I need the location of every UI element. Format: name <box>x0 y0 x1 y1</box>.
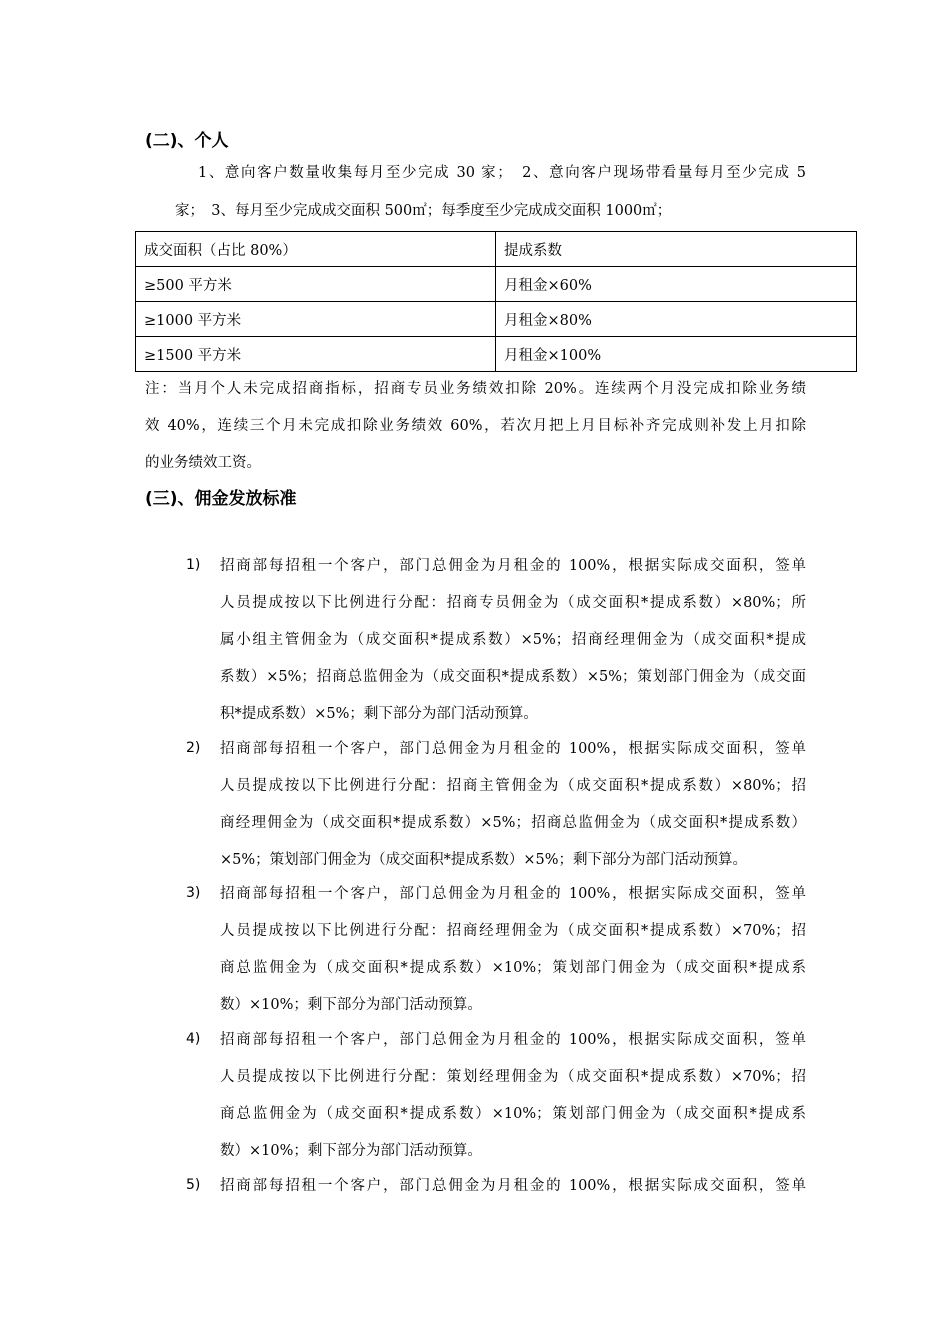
note-line-3: 的业务绩效工资。 <box>145 455 261 471</box>
personal-target-line-2: 家； 3、每月至少完成成交面积 500㎡；每季度至少完成成交面积 1000㎡； <box>175 203 672 219</box>
personal-target-line-1: 1、意向客户数量收集每月至少完成 30 家； 2、意向客户现场带看量每月至少完成 5 <box>198 165 806 181</box>
commission-coefficient-table <box>135 231 857 372</box>
list-item-line: 数）×10%；剩下部分为部门活动预算。 <box>220 997 482 1013</box>
list-item-line: 属小组主管佣金为（成交面积*提成系数）×5%；招商经理佣金为（成交面积*提成 <box>220 632 806 648</box>
list-item-line: 商总监佣金为（成交面积*提成系数）×10%；策划部门佣金为（成交面积*提成系 <box>220 1106 806 1122</box>
list-item-line: 招商部每招租一个客户，部门总佣金为月租金的 100%，根据实际成交面积，签单 <box>220 1032 806 1048</box>
list-item-number: 2) <box>186 740 201 756</box>
list-item-line: 积*提成系数）×5%；剩下部分为部门活动预算。 <box>220 706 538 722</box>
list-item-line: ×5%；策划部门佣金为（成交面积*提成系数）×5%；剩下部分为部门活动预算。 <box>220 852 748 868</box>
table-cell-area: ≥500 平方米 <box>136 267 496 302</box>
list-item-line: 数）×10%；剩下部分为部门活动预算。 <box>220 1143 482 1159</box>
table-header-row <box>136 232 857 267</box>
list-item-line: 人员提成按以下比例进行分配：招商主管佣金为（成交面积*提成系数）×80%；招 <box>220 778 806 794</box>
table-header-area: 成交面积（占比 80%） <box>136 232 496 267</box>
table-cell-coefficient: 月租金×80% <box>496 302 857 337</box>
list-item-number: 4) <box>186 1031 201 1047</box>
list-item-line: 人员提成按以下比例进行分配：招商经理佣金为（成交面积*提成系数）×70%；招 <box>220 923 806 939</box>
table-cell-coefficient: 月租金×60% <box>496 267 857 302</box>
note-line-2: 效 40%，连续三个月未完成扣除业务绩效 60%，若次月把上月目标补齐完成则补发上月扣除 <box>145 418 806 434</box>
table-cell-area: ≥1000 平方米 <box>136 302 496 337</box>
section-heading-commission: (三)、佣金发放标准 <box>145 489 297 509</box>
list-item-line: 商经理佣金为（成交面积*提成系数）×5%；招商总监佣金为（成交面积*提成系数） <box>220 815 806 831</box>
list-item-line: 招商部每招租一个客户，部门总佣金为月租金的 100%，根据实际成交面积，签单 <box>220 1178 806 1194</box>
list-item-line: 招商部每招租一个客户，部门总佣金为月租金的 100%，根据实际成交面积，签单 <box>220 886 806 902</box>
table-cell-area: ≥1500 平方米 <box>136 337 496 372</box>
list-item-number: 5) <box>186 1177 201 1193</box>
table-row <box>136 337 857 372</box>
list-item-line: 招商部每招租一个客户，部门总佣金为月租金的 100%，根据实际成交面积，签单 <box>220 741 806 757</box>
table-row <box>136 302 857 337</box>
list-item-line: 系数）×5%；招商总监佣金为（成交面积*提成系数）×5%；策划部门佣金为（成交面 <box>220 669 806 685</box>
list-item-line: 商总监佣金为（成交面积*提成系数）×10%；策划部门佣金为（成交面积*提成系 <box>220 960 806 976</box>
note-line-1: 注：当月个人未完成招商指标，招商专员业务绩效扣除 20%。连续两个月没完成扣除业务绩 <box>145 381 806 397</box>
list-item-number: 3) <box>186 885 201 901</box>
section-heading-personal: (二)、个人 <box>145 131 229 151</box>
table-row <box>136 267 857 302</box>
list-item-line: 人员提成按以下比例进行分配：招商专员佣金为（成交面积*提成系数）×80%；所 <box>220 595 806 611</box>
list-item-number: 1) <box>186 557 201 573</box>
list-item-line: 招商部每招租一个客户，部门总佣金为月租金的 100%，根据实际成交面积，签单 <box>220 558 806 574</box>
table-header-coefficient: 提成系数 <box>496 232 857 267</box>
list-item-line: 人员提成按以下比例进行分配：策划经理佣金为（成交面积*提成系数）×70%；招 <box>220 1069 806 1085</box>
table-cell-coefficient: 月租金×100% <box>496 337 857 372</box>
